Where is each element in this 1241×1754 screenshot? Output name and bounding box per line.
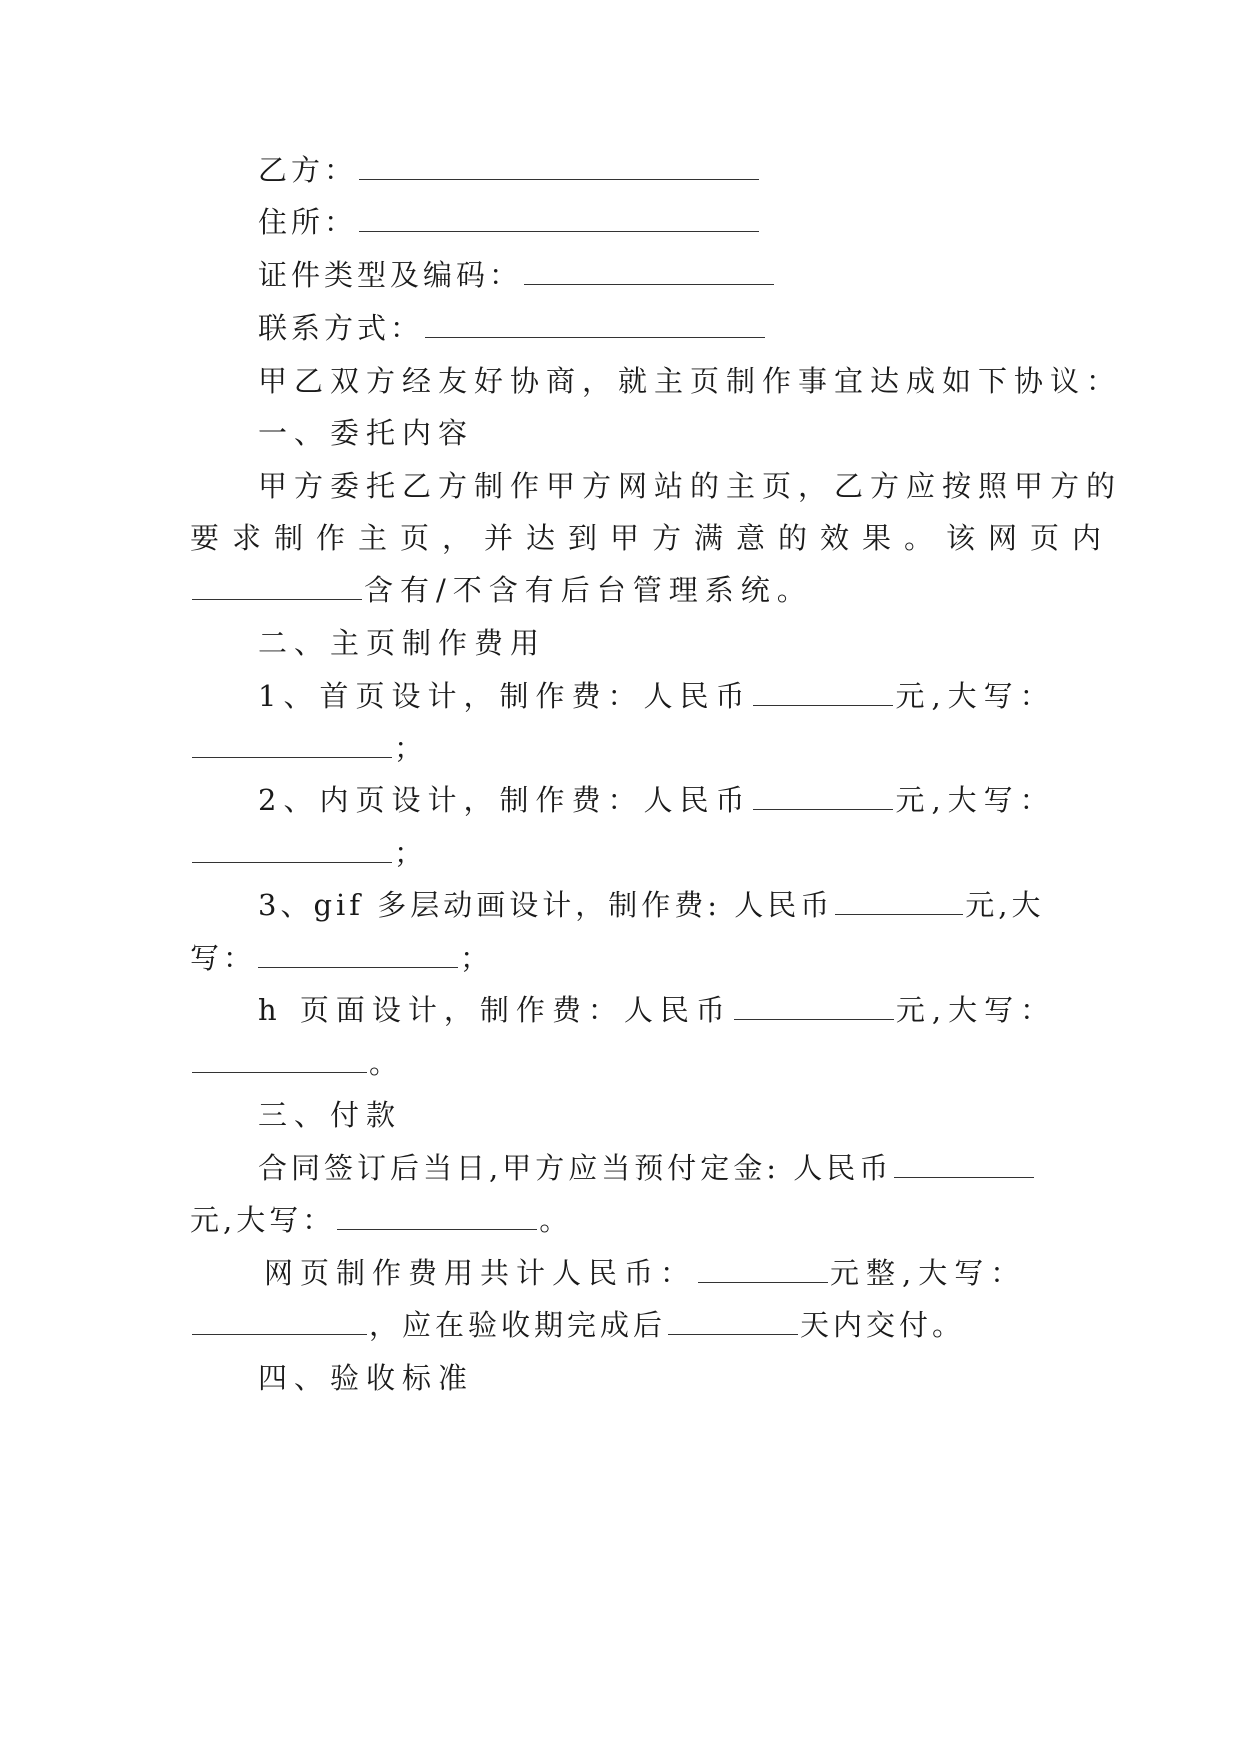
fee-item-3-amount-blank[interactable] xyxy=(835,896,963,915)
section1-line3 xyxy=(0,570,1241,610)
payment-line2-period: 。 xyxy=(539,1203,573,1237)
fee-item-2-capital-blank[interactable] xyxy=(192,844,392,863)
fee-item-4 xyxy=(0,990,1241,1030)
party-b-address-blank[interactable] xyxy=(359,213,759,232)
fee-item-2-amount-blank[interactable] xyxy=(753,791,893,810)
fee-item-3 xyxy=(0,885,1241,925)
payment-deposit-capital-blank[interactable] xyxy=(337,1211,537,1230)
payment-line4 xyxy=(0,1305,1241,1345)
fee-item-3-suffix: 元,大 xyxy=(965,888,1045,922)
party-b-name-label: 乙方： xyxy=(258,153,358,187)
fee-item-3-semicolon: ； xyxy=(460,941,494,975)
party-b-id-line xyxy=(0,255,1241,295)
section4-heading-text: 四、验收标准 xyxy=(258,1361,475,1395)
fee-item-4-suffix: 元,大写： xyxy=(895,993,1057,1027)
payment-total-label: 网页制作费用共计人民币： xyxy=(264,1256,697,1290)
fee-item-3-label: 3、gif 多层动画设计，制作费: 人民币 xyxy=(258,888,834,922)
payment-line3 xyxy=(0,1253,1241,1293)
fee-item-1-amount-blank[interactable] xyxy=(753,687,893,706)
fee-item-4-amount-blank[interactable] xyxy=(734,1001,894,1020)
intro-paragraph xyxy=(0,361,1241,401)
party-b-name-line xyxy=(0,150,1241,190)
section3-heading xyxy=(0,1095,1241,1135)
payment-total-capital-blank[interactable] xyxy=(192,1316,367,1335)
intro-text: 甲乙双方经友好协商，就主页制作事宜达成如下协议： xyxy=(258,364,1123,398)
section4-heading xyxy=(0,1358,1241,1398)
payment-deposit-amount-blank[interactable] xyxy=(894,1159,1034,1178)
payment-delivery-days-blank[interactable] xyxy=(668,1316,798,1335)
fee-item-2-capital xyxy=(0,833,1241,873)
section2-heading xyxy=(0,623,1241,663)
section1-heading-text: 一、委托内容 xyxy=(258,416,475,450)
section1-line2-text: 要求制作主页，并达到甲方满意的效果。该网页内 xyxy=(190,521,1115,555)
section1-line2 xyxy=(0,518,1241,558)
party-b-address-line xyxy=(0,202,1241,242)
party-b-id-label: 证件类型及编码： xyxy=(258,258,523,292)
party-b-contact-label: 联系方式： xyxy=(258,311,424,345)
payment-total-amount-blank[interactable] xyxy=(698,1264,828,1283)
party-b-contact-blank[interactable] xyxy=(425,319,765,338)
section1-line1 xyxy=(0,466,1241,506)
fee-item-1-semicolon: ； xyxy=(394,731,428,765)
fee-item-2-label: 2、内页设计，制作费：人民币 xyxy=(258,783,752,817)
party-b-contact-line xyxy=(0,308,1241,348)
section1-line1-text: 甲方委托乙方制作甲方网站的主页，乙方应按照甲方的 xyxy=(258,469,1123,503)
fee-item-4-capital-blank[interactable] xyxy=(192,1054,367,1073)
party-b-name-blank[interactable] xyxy=(359,161,759,180)
payment-total-suffix: 元整,大写： xyxy=(830,1256,1027,1290)
fee-item-1 xyxy=(0,676,1241,716)
section1-line3-text: 含有/不含有后台管理系统。 xyxy=(364,573,813,607)
fee-item-3-capital xyxy=(0,938,1241,978)
fee-item-1-capital-blank[interactable] xyxy=(192,739,392,758)
payment-line2 xyxy=(0,1200,1241,1240)
fee-item-4-capital xyxy=(0,1043,1241,1083)
payment-delivery-label: ，应在验收期完成后 xyxy=(369,1308,667,1342)
section3-heading-text: 三、付款 xyxy=(258,1098,403,1132)
fee-item-2 xyxy=(0,780,1241,820)
section2-heading-text: 二、主页制作费用 xyxy=(258,626,547,660)
fee-item-2-suffix: 元,大写： xyxy=(895,783,1056,817)
fee-item-1-capital xyxy=(0,728,1241,768)
fee-item-3-capital-blank[interactable] xyxy=(258,949,458,968)
fee-item-3-capital-label: 写： xyxy=(190,941,257,975)
payment-line1 xyxy=(0,1148,1241,1188)
fee-item-4-period: 。 xyxy=(369,1046,403,1080)
fee-item-1-label: 1、首页设计，制作费：人民币 xyxy=(258,679,752,713)
party-b-address-label: 住所： xyxy=(258,205,358,239)
section1-content-blank[interactable] xyxy=(192,581,362,600)
section1-heading xyxy=(0,413,1241,453)
fee-item-4-label: h 页面设计，制作费：人民币 xyxy=(258,993,732,1027)
payment-deposit-capital-label: 元,大写： xyxy=(190,1203,336,1237)
payment-deposit-label: 合同签订后当日,甲方应当预付定金: 人民币 xyxy=(258,1151,893,1185)
fee-item-2-semicolon: ； xyxy=(394,836,428,870)
payment-delivery-suffix: 天内交付。 xyxy=(800,1308,966,1342)
fee-item-1-suffix: 元,大写： xyxy=(895,679,1056,713)
party-b-id-blank[interactable] xyxy=(524,266,774,285)
